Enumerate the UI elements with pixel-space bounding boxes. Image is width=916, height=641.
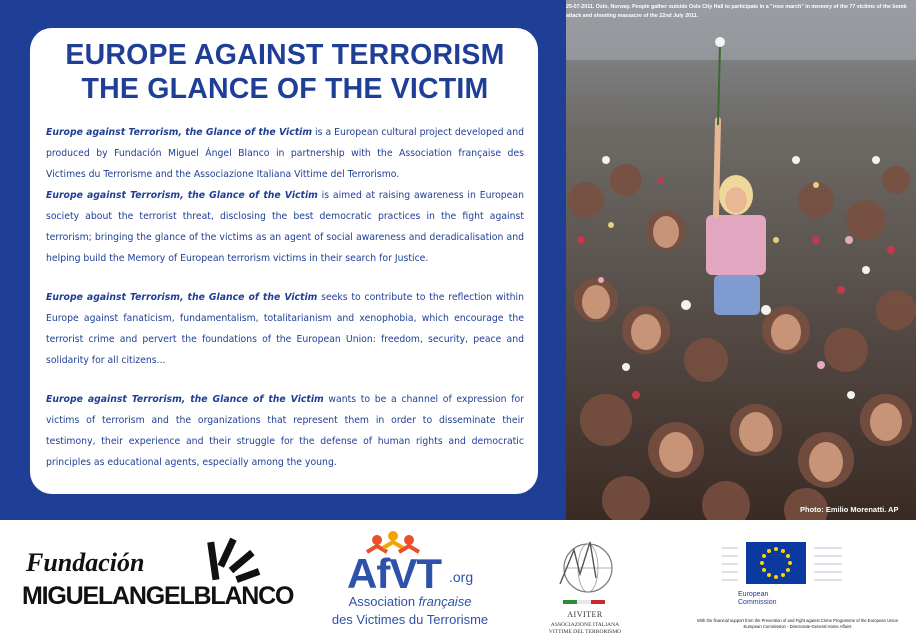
crowd-photo-illustration <box>566 0 916 520</box>
paragraph-3-text: seeks to contribute to the reflection within Europe against fanaticism, fundamentalism, totalitarianism and xenophobia, which encourage the terrorist crime and pervert the foundations of the European Union: freedom, security, peace and solidarity for all citizens... <box>46 292 524 366</box>
afvt-logo-line-1 <box>325 594 495 609</box>
fmab-logo-line-1: Fundación <box>26 548 145 577</box>
afvt-logo-name: AfVT <box>347 550 441 597</box>
paragraph-1-text: is a European cultural project developed and produced by Fundación Miguel Ángel Blanco in partnership with the Association française des Victimes du Terrorisme and the Associazione Italiana Vittime del Terrorismo. <box>46 127 524 180</box>
paragraph-2 <box>46 185 524 269</box>
aiviter-logo-sub-1: ASSOCIAZIONE ITALIANA <box>550 622 620 628</box>
fmab-logo-line-2: MIGUELANGELBLANCO <box>22 582 294 610</box>
paragraph-4 <box>46 389 524 473</box>
eu-flag-building-icon <box>718 538 848 590</box>
intro-card <box>30 28 538 494</box>
european-commission-logo <box>690 538 910 636</box>
afvt-line-1-a: Association <box>348 594 419 609</box>
afvt-logo-line-2: des Victimes du Terrorisme <box>331 612 489 627</box>
paragraph-3 <box>46 287 524 371</box>
afvt-line-1-b: française <box>418 594 472 609</box>
aiviter-logo-sub-2: VITTIME DEL TERRORISMO <box>548 629 622 635</box>
paragraph-1 <box>46 122 524 185</box>
crowd-photo <box>566 0 916 520</box>
aiviter-logo <box>530 534 640 634</box>
paragraph-2-text: is aimed at raising awareness in European society about the terrorist threat, disclosing the best democratic practices in the fight against terrorism; bringing the glance of the victims as an agent of social awareness and deradicalisation and helping build the Memory of European terrorism victims in their search for Justice. <box>46 190 524 264</box>
headline-line-2: THE GLANCE OF THE VICTIM <box>81 73 489 105</box>
fmab-logo-strokes-icon <box>198 532 268 592</box>
headline <box>46 38 524 106</box>
headline-line-1: EUROPE AGAINST TERRORISM <box>65 39 505 71</box>
aiviter-logo-name: AIVITER <box>567 610 603 619</box>
project-name: Europe against Terrorism, the Glance of the Victim <box>46 394 324 405</box>
afvt-logo <box>325 528 505 633</box>
project-name: Europe against Terrorism, the Glance of the Victim <box>46 127 313 138</box>
paragraph-4-text: wants to be a channel of expression for victims of terrorism and the organizations that represent them in order to disseminate their testimony, their experience and their struggle for the defense of human rights and democratic principles as educational agents, especially among the young. <box>46 394 524 468</box>
ec-name-2: Commission <box>738 599 777 606</box>
ec-funding-note: With the financial support from the Prevention of and Fight against Crime Programme of the European Union European Commission - Directorate-General Home Affairs <box>696 618 899 629</box>
photo-caption: 25-07-2011. Oslo, Norway. People gather outside Oslo City Hall to participate in a "rose march" in memory of the 77 victims of the bomb attack and shooting massacre of the 22nd July 2011. <box>566 4 907 19</box>
project-name: Europe against Terrorism, the Glance of the Victim <box>46 292 318 303</box>
description <box>46 122 524 473</box>
fmab-logo <box>22 530 302 625</box>
photo-credit: Photo: Emilio Morenatti. AP <box>800 505 899 514</box>
afvt-logo-domain: .org <box>449 569 474 585</box>
project-name: Europe against Terrorism, the Glance of the Victim <box>46 190 318 201</box>
ec-name-1: European <box>738 591 769 598</box>
aiviter-globe-icon <box>530 534 640 606</box>
ec-logo-name <box>738 591 777 607</box>
